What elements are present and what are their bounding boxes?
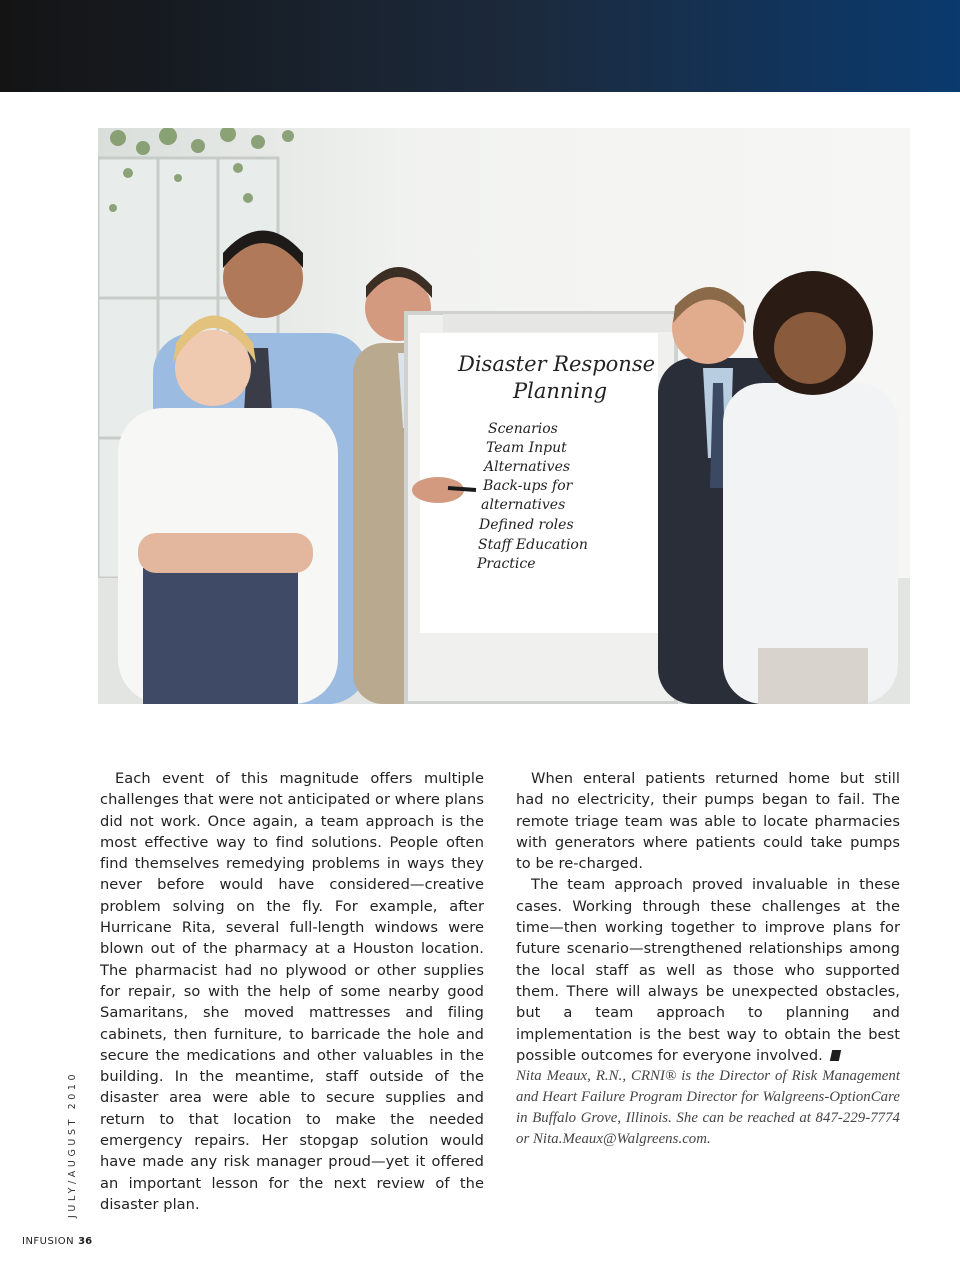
flipchart-item: Team Input [486,440,567,456]
author-bio: Nita Meaux, R.N., CRNI® is the Director of Risk Management and Heart Failure Program Director for Walgreens-OptionCare in Buffalo Grove, Illinois. She can be reached at 847-229-7774 or Nita.Meaux@Walgreens.com. [516,1068,900,1148]
magazine-name: INFUSION [22,1236,75,1247]
article-column-right [516,768,900,1150]
flipchart-item: Alternatives [484,459,571,475]
flipchart [406,313,676,704]
flipchart-title-line2: Planning [513,379,608,403]
article-paragraph: Each event of this magnitude offers multiple challenges that were not anticipated or where plans did not work. Once again, a team approach is the most effective way to find solutions. People often find themselves remedying problems in ways they never before would have considered—creative problem solving on the fly. For example, after Hurricane Rita, several full-length windows were blown out of the pharmacy at a Houston location. The pharmacist had no plywood or other supplies for repair, so with the help of some nearby good Samaritans, she moved mattresses and filing cabinets, then furniture, to barricade the hole and secure the medications and other valuables in the building. In the meantime, staff outside of the disaster area were able to secure supplies and return to that location to make the needed emergency repairs. Her stopgap solution would have made any risk manager proud—yet it offered an important lesson for the next review of the disaster plan. [100,770,484,1213]
article-paragraph-text: The team approach proved invaluable in these cases. Working through these challenges at the time—then working together to improve plans for future scenario—strengthened relationships among the local staff as well as those who supported them. There will always be unexpected obstacles, but a team approach to planning and implementation is the best way to obtain the best possible outcomes for everyone involved. [516,876,900,1064]
flipchart-item: Defined roles [479,517,574,533]
article-photo [98,128,910,704]
flipchart-item: Practice [477,556,536,572]
header-band [0,0,960,92]
article-column-left [100,768,484,1215]
page-footer [22,1236,92,1247]
article-paragraph: When enteral patients returned home but still had no electricity, their pumps began to fail. The remote triage team was able to locate pharmacies with generators where patients could take pumps to be re-charged. [516,770,900,873]
flipchart-title-line1: Disaster Response [458,352,656,376]
issue-date: JULY/AUGUST 2010 [67,1070,78,1218]
page-number: 36 [78,1236,93,1247]
article-paragraph [516,874,900,1066]
flipchart-item: Staff Education [478,537,588,553]
end-of-article-mark [830,1050,841,1061]
flipchart-item: Back-ups for [483,478,573,494]
flipchart-item: Scenarios [488,421,558,437]
flipchart-item: alternatives [481,497,566,513]
